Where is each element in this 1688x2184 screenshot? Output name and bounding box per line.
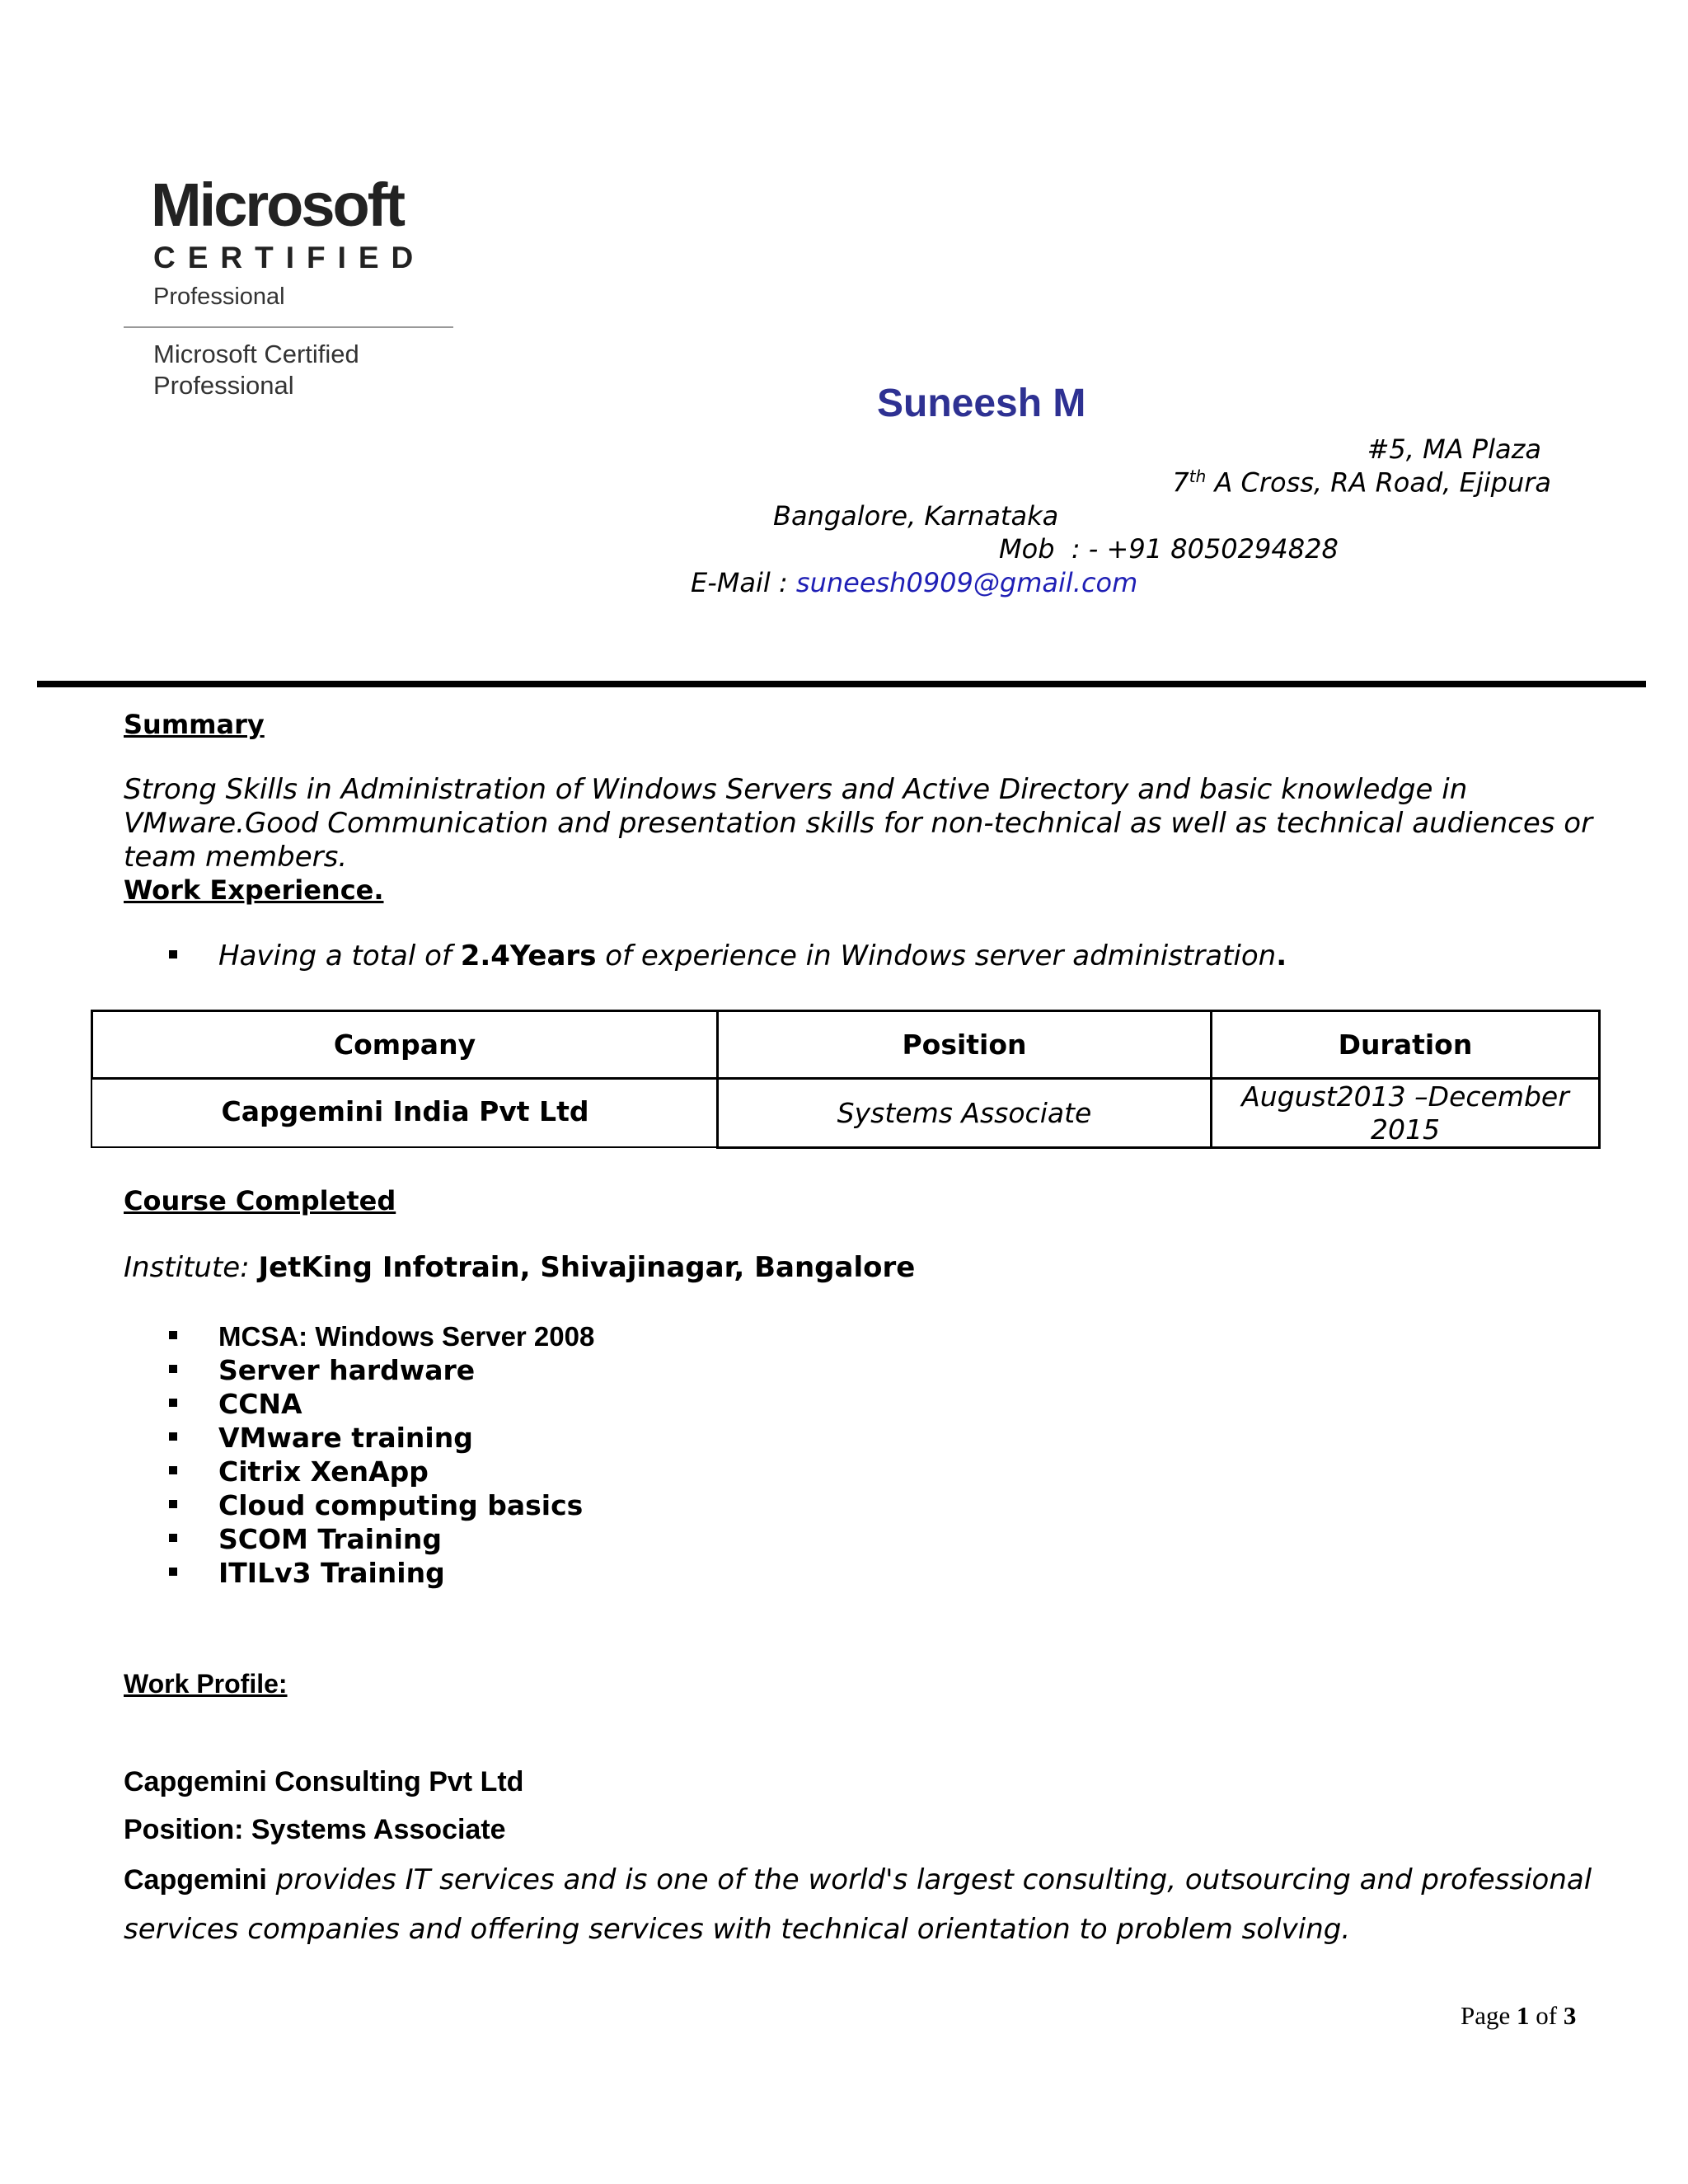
microsoft-certified-logo <box>148 165 453 412</box>
mobile-number: +91 8050294828 <box>1106 533 1339 565</box>
address-line2-suffix: th <box>1189 466 1207 486</box>
email-link[interactable]: suneesh0909@gmail.com <box>795 567 1138 598</box>
bullet-marker <box>169 950 177 958</box>
bullet-marker <box>169 1331 177 1339</box>
course-heading: Course Completed <box>124 1185 396 1216</box>
page-total: 3 <box>1563 2001 1577 2030</box>
work-experience-heading: Work Experience. <box>124 874 384 906</box>
address-line2 <box>1172 466 1551 499</box>
course-item-label: CCNA <box>218 1388 302 1420</box>
bullet-marker <box>169 1365 177 1373</box>
experience-text-end: . <box>1276 940 1287 972</box>
course-item-label: MCSA: Windows Server 2008 <box>218 1321 595 1352</box>
course-item <box>169 1455 429 1488</box>
course-item-label: Citrix XenApp <box>218 1455 429 1488</box>
header-divider <box>37 681 1646 687</box>
table-header-duration: Duration <box>1210 1010 1601 1080</box>
table-cell-position: Systems Associate <box>716 1077 1212 1149</box>
work-profile-heading: Work Profile: <box>124 1669 288 1699</box>
bullet-marker <box>169 1466 177 1474</box>
work-profile-description <box>124 1855 1648 1954</box>
description-text: provides IT services and is one of the world's largest consulting, outsourcing and professional services companies and offering services with technical orientation to problem solving. <box>124 1863 1592 1946</box>
institute-name: JetKing Infotrain, Shivajinagar, Bangalore <box>258 1251 916 1284</box>
bullet-marker <box>169 1568 177 1576</box>
duration-line1: August2013 –December <box>1241 1080 1569 1113</box>
logo-tier: Professional <box>153 284 285 310</box>
logo-title-line1: Microsoft Certified <box>153 340 359 368</box>
institute-line <box>124 1251 915 1284</box>
bullet-marker <box>169 1399 177 1407</box>
experience-bullet <box>169 940 1287 972</box>
description-company: Capgemini <box>124 1864 267 1896</box>
address-line2-number: 7 <box>1172 466 1189 499</box>
course-item <box>169 1489 583 1522</box>
logo-divider <box>124 326 453 328</box>
email-label: E-Mail : <box>691 567 796 598</box>
mobile-label: Mob : - <box>999 533 1107 565</box>
bullet-marker <box>169 1432 177 1441</box>
mobile-line <box>999 533 1339 565</box>
table-cell-duration <box>1210 1077 1601 1149</box>
experience-text-post: of experience in Windows server administration <box>596 940 1277 972</box>
bullet-marker <box>169 1500 177 1508</box>
address-line2-rest: A Cross, RA Road, Ejipura <box>1206 466 1551 499</box>
course-item-label: ITILv3 Training <box>218 1557 445 1589</box>
work-profile-company: Capgemini Consulting Pvt Ltd <box>124 1766 524 1797</box>
course-item-label: SCOM Training <box>218 1523 443 1555</box>
work-profile-position: Position: Systems Associate <box>124 1814 506 1845</box>
summary-heading: Summary <box>124 709 265 740</box>
experience-table <box>91 1010 1601 1149</box>
course-item-label: Server hardware <box>218 1354 476 1386</box>
course-item <box>169 1388 302 1421</box>
summary-text: Strong Skills in Administration of Windows Servers and Active Directory and basic knowledge in VMware.Good Communication and presentation skills for non-technical as well as technical audiences or team members. <box>124 773 1593 874</box>
email-line <box>691 567 1137 598</box>
experience-years: 2.4Years <box>460 940 597 972</box>
logo-brand: Microsoft <box>151 171 403 239</box>
logo-title-line2: Professional <box>153 371 294 400</box>
course-item-label: VMware training <box>218 1422 473 1454</box>
course-item <box>169 1523 442 1556</box>
address-line3: Bangalore, Karnataka <box>773 500 1059 532</box>
table-cell-company: Capgemini India Pvt Ltd <box>91 1077 719 1148</box>
institute-label: Institute: <box>124 1251 259 1284</box>
address-line1: #5, MA Plaza <box>1367 434 1541 465</box>
course-item <box>169 1354 475 1387</box>
course-item <box>169 1422 473 1455</box>
table-header-company: Company <box>91 1010 719 1080</box>
candidate-name: Suneesh M <box>877 382 1086 425</box>
course-item <box>169 1557 445 1590</box>
page-label: Page <box>1461 2001 1517 2030</box>
table-header-position: Position <box>716 1010 1212 1080</box>
experience-text-pre: Having a total of <box>218 940 461 972</box>
course-item-label: Cloud computing basics <box>218 1489 584 1521</box>
course-item <box>169 1320 594 1353</box>
page-of: of <box>1529 2001 1564 2030</box>
page-current: 1 <box>1517 2001 1530 2030</box>
duration-line2: 2015 <box>1371 1113 1440 1146</box>
page-number <box>1461 2001 1576 2031</box>
logo-certified: CERTIFIED <box>153 241 426 274</box>
bullet-marker <box>169 1534 177 1542</box>
